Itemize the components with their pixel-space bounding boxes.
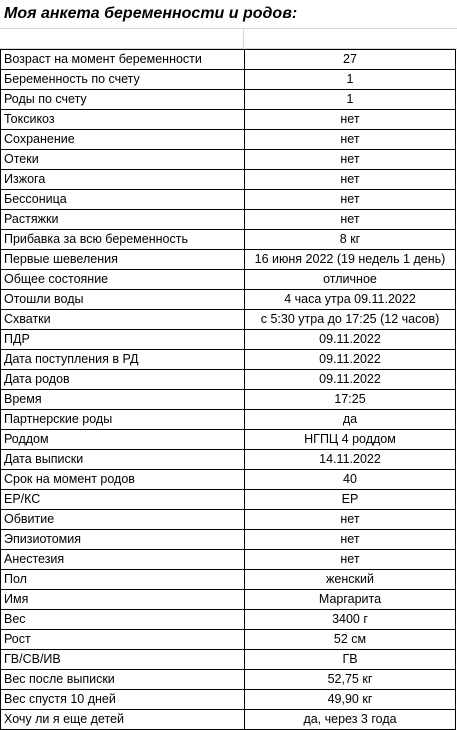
- row-value[interactable]: 1: [245, 70, 456, 90]
- row-label[interactable]: Эпизиотомия: [1, 530, 245, 550]
- row-value[interactable]: 16 июня 2022 (19 недель 1 день): [245, 250, 456, 270]
- row-label[interactable]: Рост: [1, 630, 245, 650]
- row-label[interactable]: Дата выписки: [1, 450, 245, 470]
- table-row: [1, 710, 456, 730]
- table-row: [1, 510, 456, 530]
- row-label[interactable]: Вес: [1, 610, 245, 630]
- row-value[interactable]: 8 кг: [245, 230, 456, 250]
- table-row: [1, 430, 456, 450]
- row-value[interactable]: с 5:30 утра до 17:25 (12 часов): [245, 310, 456, 330]
- questionnaire-table: [0, 49, 456, 730]
- row-value[interactable]: НГПЦ 4 роддом: [245, 430, 456, 450]
- table-row: [1, 290, 456, 310]
- table-row: [1, 550, 456, 570]
- row-label[interactable]: Бессоница: [1, 190, 245, 210]
- table-row: [1, 630, 456, 650]
- row-label[interactable]: Имя: [1, 590, 245, 610]
- table-row: [1, 70, 456, 90]
- row-value[interactable]: 49,90 кг: [245, 690, 456, 710]
- row-label[interactable]: Изжога: [1, 170, 245, 190]
- row-value[interactable]: нет: [245, 170, 456, 190]
- row-value[interactable]: нет: [245, 510, 456, 530]
- table-row: [1, 130, 456, 150]
- row-value[interactable]: 09.11.2022: [245, 350, 456, 370]
- row-value[interactable]: 09.11.2022: [245, 370, 456, 390]
- row-label[interactable]: ЕР/КС: [1, 490, 245, 510]
- row-label[interactable]: Обвитие: [1, 510, 245, 530]
- row-value[interactable]: Маргарита: [245, 590, 456, 610]
- table-row: [1, 190, 456, 210]
- row-label[interactable]: Пол: [1, 570, 245, 590]
- row-value[interactable]: 52 см: [245, 630, 456, 650]
- row-value[interactable]: нет: [245, 110, 456, 130]
- row-label[interactable]: Дата поступления в РД: [1, 350, 245, 370]
- table-row: [1, 390, 456, 410]
- table-row: [1, 670, 456, 690]
- table-row: [1, 610, 456, 630]
- row-label[interactable]: Роды по счету: [1, 90, 245, 110]
- table-row: [1, 310, 456, 330]
- row-label[interactable]: Возраст на момент беременности: [1, 50, 245, 70]
- row-label[interactable]: Хочу ли я еще детей: [1, 710, 245, 730]
- row-value[interactable]: ЕР: [245, 490, 456, 510]
- row-value[interactable]: 52,75 кг: [245, 670, 456, 690]
- table-row: [1, 410, 456, 430]
- row-label[interactable]: Роддом: [1, 430, 245, 450]
- empty-cell: [244, 29, 457, 48]
- sheet-title: Моя анкета беременности и родов:: [0, 0, 457, 29]
- table-row: [1, 470, 456, 490]
- table-row: [1, 170, 456, 190]
- table-row: [1, 250, 456, 270]
- table-row: [1, 690, 456, 710]
- row-label[interactable]: Общее состояние: [1, 270, 245, 290]
- table-row: [1, 650, 456, 670]
- table-row: [1, 330, 456, 350]
- row-label[interactable]: Срок на момент родов: [1, 470, 245, 490]
- row-value[interactable]: да, через 3 года: [245, 710, 456, 730]
- empty-row: [0, 29, 457, 49]
- row-value[interactable]: нет: [245, 550, 456, 570]
- row-value[interactable]: нет: [245, 210, 456, 230]
- table-row: [1, 370, 456, 390]
- row-label[interactable]: Отеки: [1, 150, 245, 170]
- table-row: [1, 590, 456, 610]
- row-label[interactable]: Токсикоз: [1, 110, 245, 130]
- row-value[interactable]: женский: [245, 570, 456, 590]
- empty-cell: [0, 29, 244, 48]
- row-value[interactable]: 17:25: [245, 390, 456, 410]
- table-row: [1, 450, 456, 470]
- row-value[interactable]: нет: [245, 130, 456, 150]
- row-value[interactable]: 1: [245, 90, 456, 110]
- row-value[interactable]: 09.11.2022: [245, 330, 456, 350]
- table-row: [1, 150, 456, 170]
- table-row: [1, 530, 456, 550]
- row-label[interactable]: Время: [1, 390, 245, 410]
- row-label[interactable]: Вес спустя 10 дней: [1, 690, 245, 710]
- row-value[interactable]: нет: [245, 530, 456, 550]
- table-row: [1, 490, 456, 510]
- table-row: [1, 210, 456, 230]
- table-row: [1, 270, 456, 290]
- row-label[interactable]: Анестезия: [1, 550, 245, 570]
- row-label[interactable]: Беременность по счету: [1, 70, 245, 90]
- row-value[interactable]: нет: [245, 190, 456, 210]
- row-value[interactable]: 27: [245, 50, 456, 70]
- row-value[interactable]: 40: [245, 470, 456, 490]
- row-label[interactable]: ПДР: [1, 330, 245, 350]
- row-value[interactable]: ГВ: [245, 650, 456, 670]
- table-row: [1, 350, 456, 370]
- table-row: [1, 50, 456, 70]
- row-label[interactable]: Партнерские роды: [1, 410, 245, 430]
- row-value[interactable]: да: [245, 410, 456, 430]
- table-row: [1, 570, 456, 590]
- row-label[interactable]: Вес после выписки: [1, 670, 245, 690]
- table-row: [1, 90, 456, 110]
- row-label[interactable]: Сохранение: [1, 130, 245, 150]
- row-label[interactable]: Первые шевеления: [1, 250, 245, 270]
- row-label[interactable]: ГВ/СВ/ИВ: [1, 650, 245, 670]
- row-label[interactable]: Схватки: [1, 310, 245, 330]
- row-value[interactable]: 14.11.2022: [245, 450, 456, 470]
- row-value[interactable]: 4 часа утра 09.11.2022: [245, 290, 456, 310]
- table-row: [1, 230, 456, 250]
- row-value[interactable]: отличное: [245, 270, 456, 290]
- row-label[interactable]: Растяжки: [1, 210, 245, 230]
- row-label[interactable]: Дата родов: [1, 370, 245, 390]
- table-row: [1, 110, 456, 130]
- row-value[interactable]: 3400 г: [245, 610, 456, 630]
- row-value[interactable]: нет: [245, 150, 456, 170]
- row-label[interactable]: Отошли воды: [1, 290, 245, 310]
- row-label[interactable]: Прибавка за всю беременность: [1, 230, 245, 250]
